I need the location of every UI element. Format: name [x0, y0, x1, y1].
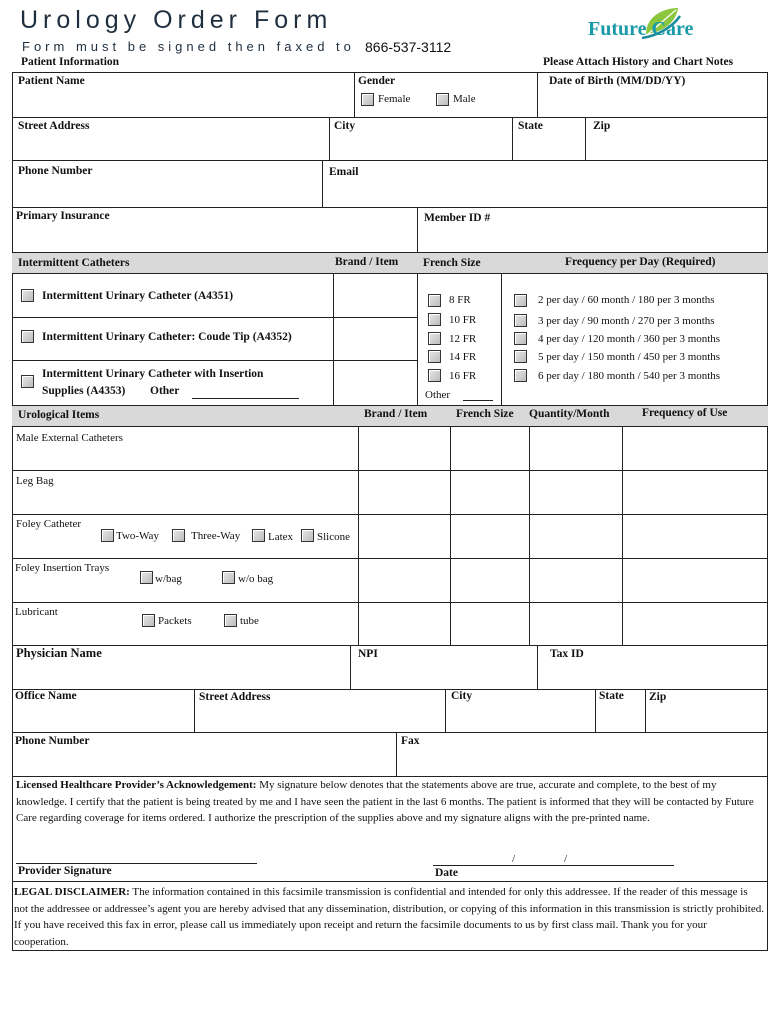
freq-3-checkbox[interactable]: [514, 314, 527, 327]
silicone-label: Slicone: [317, 531, 350, 543]
uro-freq-col[interactable]: [622, 426, 768, 646]
npi-label: NPI: [358, 648, 378, 660]
freq-4-label: 4 per day / 120 month / 360 per 3 months: [538, 333, 721, 345]
size-12fr-checkbox[interactable]: [428, 332, 441, 345]
size-12fr-label: 12 FR: [449, 333, 477, 345]
freq-5-label: 5 per day / 150 month / 450 per 3 months: [538, 351, 721, 363]
phone-label: Phone Number: [18, 165, 93, 177]
leg-bag-label: Leg Bag: [16, 475, 54, 487]
urological-brand-header: Brand / Item: [364, 408, 428, 420]
office-phone-label: Phone Number: [15, 735, 90, 747]
office-zip-label: Zip: [649, 691, 667, 703]
male-label: Male: [453, 93, 476, 105]
male-checkbox[interactable]: [436, 93, 449, 106]
catheter-a4353-checkbox[interactable]: [21, 375, 34, 388]
catheter-other-label: Other: [150, 385, 180, 397]
without-bag-label: w/o bag: [238, 573, 274, 585]
urological-qty-header: Quantity/Month: [529, 408, 610, 420]
freq-4-checkbox[interactable]: [514, 332, 527, 345]
urological-freq-header: Frequency of Use: [642, 407, 728, 419]
npi-field[interactable]: [350, 645, 538, 690]
female-label: Female: [378, 93, 411, 105]
catheter-brand-1[interactable]: [333, 273, 418, 318]
with-bag-checkbox[interactable]: [140, 571, 153, 584]
catheter-a4351-label: Intermittent Urinary Catheter (A4351): [42, 290, 234, 302]
catheter-a4353-label: Intermittent Urinary Catheter with Insertion: [42, 368, 264, 380]
tax-id-label: Tax ID: [550, 648, 584, 660]
date-label: Date: [435, 867, 458, 879]
freq-6-label: 6 per day / 180 month / 540 per 3 months: [538, 370, 721, 382]
acknowledgement-text: [16, 777, 761, 827]
uro-qty-col[interactable]: [529, 426, 623, 646]
three-way-checkbox[interactable]: [172, 529, 185, 542]
catheter-brand-3[interactable]: [333, 360, 418, 406]
size-other-line[interactable]: [463, 400, 493, 401]
freq-2-label: 2 per day / 60 month / 180 per 3 months: [538, 294, 715, 306]
catheter-freq-header: Frequency per Day (Required): [565, 256, 716, 268]
provider-signature-label: Provider Signature: [18, 865, 112, 877]
office-state-label: State: [599, 690, 624, 702]
uro-hline-1: [358, 470, 768, 471]
packets-checkbox[interactable]: [142, 614, 155, 627]
legal-text: [14, 884, 764, 950]
fax-number: 866-537-3112: [365, 39, 452, 55]
size-10fr-checkbox[interactable]: [428, 313, 441, 326]
catheter-header: Intermittent Catheters: [18, 257, 130, 269]
uro-hline-2: [358, 514, 768, 515]
future-care-logo: [586, 4, 716, 46]
patient-name-label: Patient Name: [18, 75, 85, 87]
urological-french-header: French Size: [456, 408, 514, 420]
street-label: Street Address: [18, 120, 90, 132]
latex-label: Latex: [268, 531, 294, 543]
legal-title: LEGAL DISCLAIMER:: [14, 886, 130, 898]
office-fax-field[interactable]: [396, 732, 768, 777]
catheter-french-header: French Size: [423, 257, 481, 269]
packets-label: Packets: [158, 615, 192, 627]
acknowledgement-body: My signature below denotes that the statements above are true, accurate and complete, to the best of my knowledge. I certify that the patient is being treated by me and I have seen the patient in the last 6 months. The patient is informed that they will be contacted by Future Care regarding coverage for items ordered. I authorize the prescription of the supplies above and my signature aligns with the pre-printed name.: [16, 779, 754, 825]
size-other-label: Other: [425, 389, 451, 401]
size-8fr-checkbox[interactable]: [428, 294, 441, 307]
foley-catheter-label: Foley Catheter: [16, 518, 82, 530]
lubricant-label: Lubricant: [15, 606, 58, 618]
dob-label: Date of Birth (MM/DD/YY): [549, 75, 686, 87]
female-checkbox[interactable]: [361, 93, 374, 106]
size-14fr-checkbox[interactable]: [428, 350, 441, 363]
date-slash-2: /: [564, 853, 568, 865]
office-street-label: Street Address: [199, 691, 271, 703]
catheter-row-3: [12, 360, 334, 406]
foley-trays-label: Foley Insertion Trays: [15, 562, 110, 574]
city-field[interactable]: [329, 117, 513, 161]
catheter-a4352-label: Intermittent Urinary Catheter: Coude Tip (A4352): [42, 331, 292, 343]
email-field[interactable]: [322, 160, 768, 208]
zip-label: Zip: [593, 120, 611, 132]
insurance-label: Primary Insurance: [16, 210, 110, 222]
catheter-brand-header: Brand / Item: [335, 256, 399, 268]
uro-hline-3: [358, 558, 768, 559]
office-city-label: City: [451, 690, 473, 702]
size-16fr-label: 16 FR: [449, 370, 477, 382]
silicone-checkbox[interactable]: [301, 529, 314, 542]
physician-name-label: Physician Name: [16, 646, 102, 660]
tube-checkbox[interactable]: [224, 614, 237, 627]
tube-label: tube: [240, 615, 259, 627]
member-id-label: Member ID #: [424, 212, 491, 224]
without-bag-checkbox[interactable]: [222, 571, 235, 584]
office-fax-label: Fax: [401, 735, 420, 747]
size-14fr-label: 14 FR: [449, 351, 477, 363]
with-bag-label: w/bag: [155, 573, 182, 585]
uro-hline-4: [358, 602, 768, 603]
size-16fr-checkbox[interactable]: [428, 369, 441, 382]
uro-row-2: [12, 470, 359, 515]
two-way-checkbox[interactable]: [101, 529, 114, 542]
freq-5-checkbox[interactable]: [514, 350, 527, 363]
two-way-label: Two-Way: [116, 530, 159, 542]
date-slash-1: /: [512, 853, 516, 865]
gender-label: Gender: [358, 75, 396, 87]
three-way-label: Three-Way: [191, 530, 241, 542]
catheter-a4351-checkbox[interactable]: [21, 289, 34, 302]
catheter-other-line[interactable]: [192, 398, 299, 399]
freq-2-checkbox[interactable]: [514, 294, 527, 307]
state-label: State: [518, 120, 543, 132]
legal-body: The information contained in this facsimile transmission is confidential and intended for only this addressee. If the reader of this message is not the addressee or addressee’s agent you are hereby advised that any dissemination, distribution, or copying of this information in this transmission is strictly prohibited. If you have received this fax in error, please call us immediately upon receipt and return the facsimile documents to us by first class mail. Thank you for your cooperation.: [14, 886, 764, 948]
size-8fr-label: 8 FR: [449, 294, 471, 306]
signature-line[interactable]: [16, 863, 257, 864]
date-line[interactable]: [433, 865, 674, 866]
form-title: Urology Order Form: [20, 6, 333, 34]
catheter-a4352-checkbox[interactable]: [21, 330, 34, 343]
attach-note: Please Attach History and Chart Notes: [543, 56, 734, 68]
email-label: Email: [329, 166, 359, 178]
freq-6-checkbox[interactable]: [514, 369, 527, 382]
uro-brand-col[interactable]: [358, 426, 451, 646]
form-subtitle: Form must be signed then faxed to: [22, 39, 355, 54]
latex-checkbox[interactable]: [252, 529, 265, 542]
male-external-label: Male External Catheters: [16, 432, 123, 444]
size-10fr-label: 10 FR: [449, 314, 477, 326]
logo-text: Future Care: [588, 18, 694, 40]
office-name-label: Office Name: [15, 690, 77, 702]
zip-field[interactable]: [585, 117, 768, 161]
freq-3-label: 3 per day / 90 month / 270 per 3 months: [538, 315, 715, 327]
catheter-a4353-label-2: Supplies (A4353): [42, 385, 126, 397]
acknowledgement-title: Licensed Healthcare Provider’s Acknowledgement:: [16, 779, 257, 791]
catheter-brand-2[interactable]: [333, 317, 418, 361]
city-label: City: [334, 120, 356, 132]
uro-french-col[interactable]: [450, 426, 530, 646]
patient-info-label: Patient Information: [21, 56, 120, 68]
urological-header: Urological Items: [18, 409, 100, 421]
